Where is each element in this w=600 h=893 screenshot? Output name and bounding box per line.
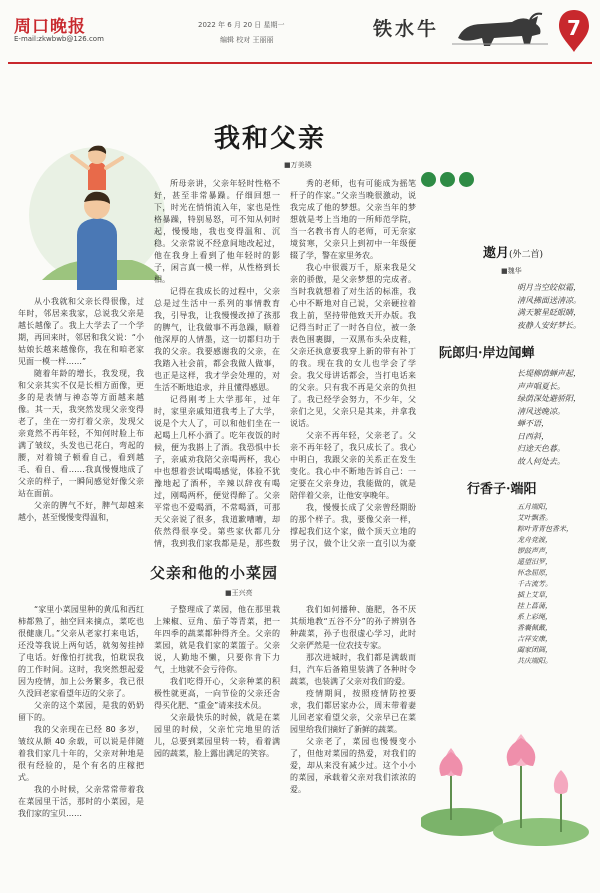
poem-line: 五月端阳， <box>517 503 552 511</box>
poem1-author: ■魏华 <box>501 267 522 275</box>
article1-col2-para: 记得在我成长的过程中，父亲总是过生活中一系列的事情教育我，引导我，让我慢慢改掉了孩那的脾气，让我做事不再急躁，顺着他深厚的人情墨，这一切都归功于我的父亲。我要感谢我的父亲，在我踏入社会前，都会我做人做事，也正是这样，我才学会处理的，对生活不断地追求，并且懂得感恩。 <box>154 287 280 392</box>
article2-col3-para: 父亲老了，菜园也慢慢变小了，但他对菜园的热爱，对我们的爱，却从来没有减少过。这个小小的菜园，承载着父亲对我们浓浓的爱。 <box>290 737 416 794</box>
article2-col1-para: 父亲的这个菜园，是我的奶奶留下的。 <box>18 701 144 722</box>
poem-line: 千古流芳。 <box>517 580 552 588</box>
article1-column-1 <box>18 296 144 544</box>
poem2-body <box>517 368 591 468</box>
article2-col3-para: 那次进城时，我们都是满载而归，汽车后备箱里装满了各种时令蔬菜，也装满了父亲对我们的爱。 <box>290 653 416 686</box>
poem-line: 挂上菖蒲， <box>517 602 552 610</box>
section-title: 铁水牛 <box>373 18 440 40</box>
poem1-subtitle: (外二首) <box>509 250 544 260</box>
poem1-title-text: 遨月 <box>483 246 510 261</box>
article1-col1-para: 随着年龄的增长，我发现，我和父亲其实不仅是长相方面像，更多的是表情与神态等方面越来越像。其一天，我突然发现父亲变得老了，坐在一旁打着父亲，发现父亲竟然不再年轻，不知何时脸上布满了皱纹，头发也已花白，弯起的腰，对着镜子顿看自己，看到越毛、看自、看……我真慢慢地成了父亲的样子，一瞬间感觉好像父亲站在面前。 <box>18 369 144 498</box>
poem-line: 共庆端阳。 <box>517 657 552 665</box>
article2-col1-para: “家里小菜园里种的黄瓜和西红柿都熟了，抽空回来摘点，菜吃也很健康几。”父亲从老家打来电话，还没等我说上两句话，就匆匆挂掉了电话。好像怕打扰我，怕耽误我的工作时间。这时，我突然想起爱因为疫情，加上公务繁多，我已很久没回老家看望年迈的父亲了。 <box>18 605 144 698</box>
green-dot-icon <box>421 172 436 187</box>
article2-col2-para: 子整理成了菜园，他在那里栽上辣椒、豆角、茄子等青菜，把一年四季的蔬菜都种得齐全。父亲的菜园，就是我们家的菜篮子。父亲说，人勤地不懒，只要你肯下力气，土地就不会亏待你。 <box>154 605 280 674</box>
poem-line: 插上艾草， <box>517 591 552 599</box>
poem-line: 明月当空皎似霜， <box>517 283 581 292</box>
green-dot-icon <box>440 172 455 187</box>
article2-column-3 <box>290 604 416 880</box>
article1-title: 我和父亲 <box>214 124 327 154</box>
article1-col3-para: 我，慢慢长成了父亲曾经期盼的那个样子。我，要像父亲一样，撑起我们这个家，做个顶天立地的男子汉，做个让父亲一直引以为豪 <box>290 503 416 548</box>
poem-line: 阖家团圆， <box>517 646 552 654</box>
poem-line: 锣鼓声声， <box>517 547 552 555</box>
sidebar-dots-decoration <box>421 172 478 191</box>
newspaper-logo: 周口晚报 <box>14 17 86 37</box>
poem-line: 蝉不语， <box>517 419 549 428</box>
bull-icon <box>450 10 550 48</box>
poem-line: 满天繁星眨眼睛， <box>517 308 581 317</box>
article1-col1-para: 父亲的脾气不好，脾气却越来越小，甚至慢慢变得温和， <box>18 501 144 522</box>
article2-col1-para: 我的小时候，父亲常常带着我在菜园里干活，那时的小菜园，是我们家的宝贝…… <box>18 785 144 818</box>
poem-line: 声声唱夏长。 <box>517 381 565 391</box>
poem-line: 遥望汨罗， <box>517 558 552 566</box>
article2-col3-para: 我们如何播种、施肥，各不厌其烦地教“五谷不分”的孙子辨别各种蔬菜，孙子也很虚心学习，此时父亲俨然是一位农技专家。 <box>290 605 416 650</box>
article2-col2-para: 父亲最快乐的时候，就是在菜园里的时候，父亲忙完地里的活儿，总要到菜园里转一转，看着满园的蔬菜，脸上露出满足的笑容。 <box>154 713 280 758</box>
poem1-body <box>517 282 591 332</box>
poem-line: 清风拂面送清凉。 <box>517 295 581 305</box>
article1-col1-para: 从小我就和父亲长得很像，过年时，邻居来我家，总说我父亲是越长越像了。我上大学去了一个学期，再回来时，邻居和我父说：“小姑娘长越来越像你，我在和咱老家见面一模一样……” <box>18 297 144 366</box>
article2-col2-para: 我们吃得开心，父亲种菜的积极性就更高，一向节俭的父亲还舍得买化肥、“重金”请来技术员。 <box>154 677 280 710</box>
poem-line: 艾叶飘香。 <box>517 514 552 522</box>
article2-column-1 <box>18 604 144 880</box>
article1-column-3 <box>290 178 416 548</box>
article2-author: ■王兴亮 <box>225 589 253 597</box>
poem3-title: 行香子·端阳 <box>467 482 537 497</box>
article1-col3-para: 我心中很震万千，原来我是父亲的骄傲，是父亲梦想的完成者。当时我就想着了对生活的标准，我心中不断地对自己说，父亲硬拉着我上前，坚持带他致天开办版。我记得当时正了一时各自位，被一条表色围裹脚，一双黑布头朵皮鞋，父亲还执意要我穿上新的带有补丁的我。现在我的女儿也学会了学会。我父母讲话都会，当打电话来的父亲。只有我不再是父亲的负担了。我已经学会努力，不少年，父亲们之见，父亲只是其来，并拿我说话。 <box>290 263 416 428</box>
article1-col3-para: 父亲不再年轻，父亲老了。父亲不再年轻了，我只成长了。我心中明白，我跟父亲的关系正在发生变化。我心中不断地告诉自己：一定要在父亲身边，我能做的，就是陪伴着父亲，让他安享晚年。 <box>290 431 416 500</box>
article2-title: 父亲和他的小菜园 <box>150 564 279 582</box>
poem-line: 绿荫深处避骄阳， <box>517 394 581 403</box>
lotus-illustration <box>421 652 591 852</box>
poem-line: 香囊佩戴， <box>517 624 552 632</box>
article1-col2-para: 记得刚考上大学那年，过年时，家里亲戚知道我考上了大学，说是个大人了，可以和他们坐在一起喝上几杯小酒了。吃年夜饭的时候，便为我斟上了酒。我恐惧中长子，亲戚劝我陪父亲喝两杯，我心中也想着尝试喝喝感觉，体验不犹豫地起了酒杯，辛辣以辞夜有喝过，刚喝两杯，便觉得醉了。父亲平常也不爱喝酒，不常喝酒，可那天父亲说了很多，我道歉嘈嘈，却依然得很享受。第些家伙都几分情，我到我们家我都是是，那些数 <box>154 395 280 548</box>
contact-email: E-mail:zkwbwb@126.com <box>14 35 104 43</box>
editor-credit: 编辑 校对 王丽丽 <box>220 36 274 44</box>
poem-line: 清风送晚凉。 <box>517 406 565 416</box>
page-number: 7 <box>567 16 581 40</box>
poem-line: 故人何处去。 <box>517 456 565 466</box>
poetry-sidebar <box>421 172 591 872</box>
poem-line: 龙舟竞渡， <box>517 536 552 544</box>
article1-column-2 <box>154 178 280 548</box>
poem2-title: 阮郎归·岸边闻蝉 <box>439 346 535 361</box>
poem3-body <box>517 502 591 667</box>
father-child-illustration <box>22 140 172 290</box>
article2-col1-para: 我的父亲现在已经 80 多岁，皱纹从额 40 余载，可以说是伴随着我们家几十年的，父亲对种地是很有经验的，是个有名的庄稼把式。 <box>18 725 144 782</box>
poem-line: 长堤柳荫蝉声起， <box>517 369 581 378</box>
issue-date: 2022 年 6 月 20 日 星期一 <box>198 21 285 29</box>
article1-col3-para: 秀的老师，也有可能成为摇笔杆子的作家。”父亲当晚很激动，说我完成了他的梦想。父亲当年的梦想就是考上当地的一所师范学院，当一名教书育人的老师，可无奈家境贫寒，父亲只上到初中一年级便辍了学，警在家里务农。 <box>290 179 416 260</box>
article1-author: ■万美瑛 <box>284 161 312 169</box>
green-dot-icon <box>459 172 474 187</box>
article2-column-2 <box>154 604 280 880</box>
poem-line: 怀念屈原， <box>517 569 552 577</box>
poem-line: 归途天色暮。 <box>517 444 565 453</box>
poem-line: 日西斜， <box>517 431 549 441</box>
poem1-title <box>483 242 543 261</box>
header-rule <box>8 62 592 64</box>
article2-col3-para: 疫情期间，按照疫情防控要求，我们都居家办公，周末带着妻儿回老家看望父亲，父亲早已在菜园里给我们摘好了新鲜的蔬菜。 <box>290 689 416 734</box>
poem-line: 吉祥安康， <box>517 635 552 643</box>
article1-col2-para: 所母亲讲，父亲年轻时性格不好，甚至非常暴躁。仔细回想一下，时光在悄悄流入年，家也是性格暴躁，特别易怒，可不知从何时起，慢慢地，我也变得温和、沉稳。父亲常说不经意间地改起过，他在我身上看到了他年轻时的影子，闲言真一模一样，从性格到长相。 <box>154 179 280 284</box>
poem-line: 夜静人安好梦长。 <box>517 320 581 330</box>
poem-line: 粽叶青青包香米， <box>517 525 573 533</box>
page-header <box>8 6 592 62</box>
poem-line: 系上彩绳， <box>517 613 552 621</box>
